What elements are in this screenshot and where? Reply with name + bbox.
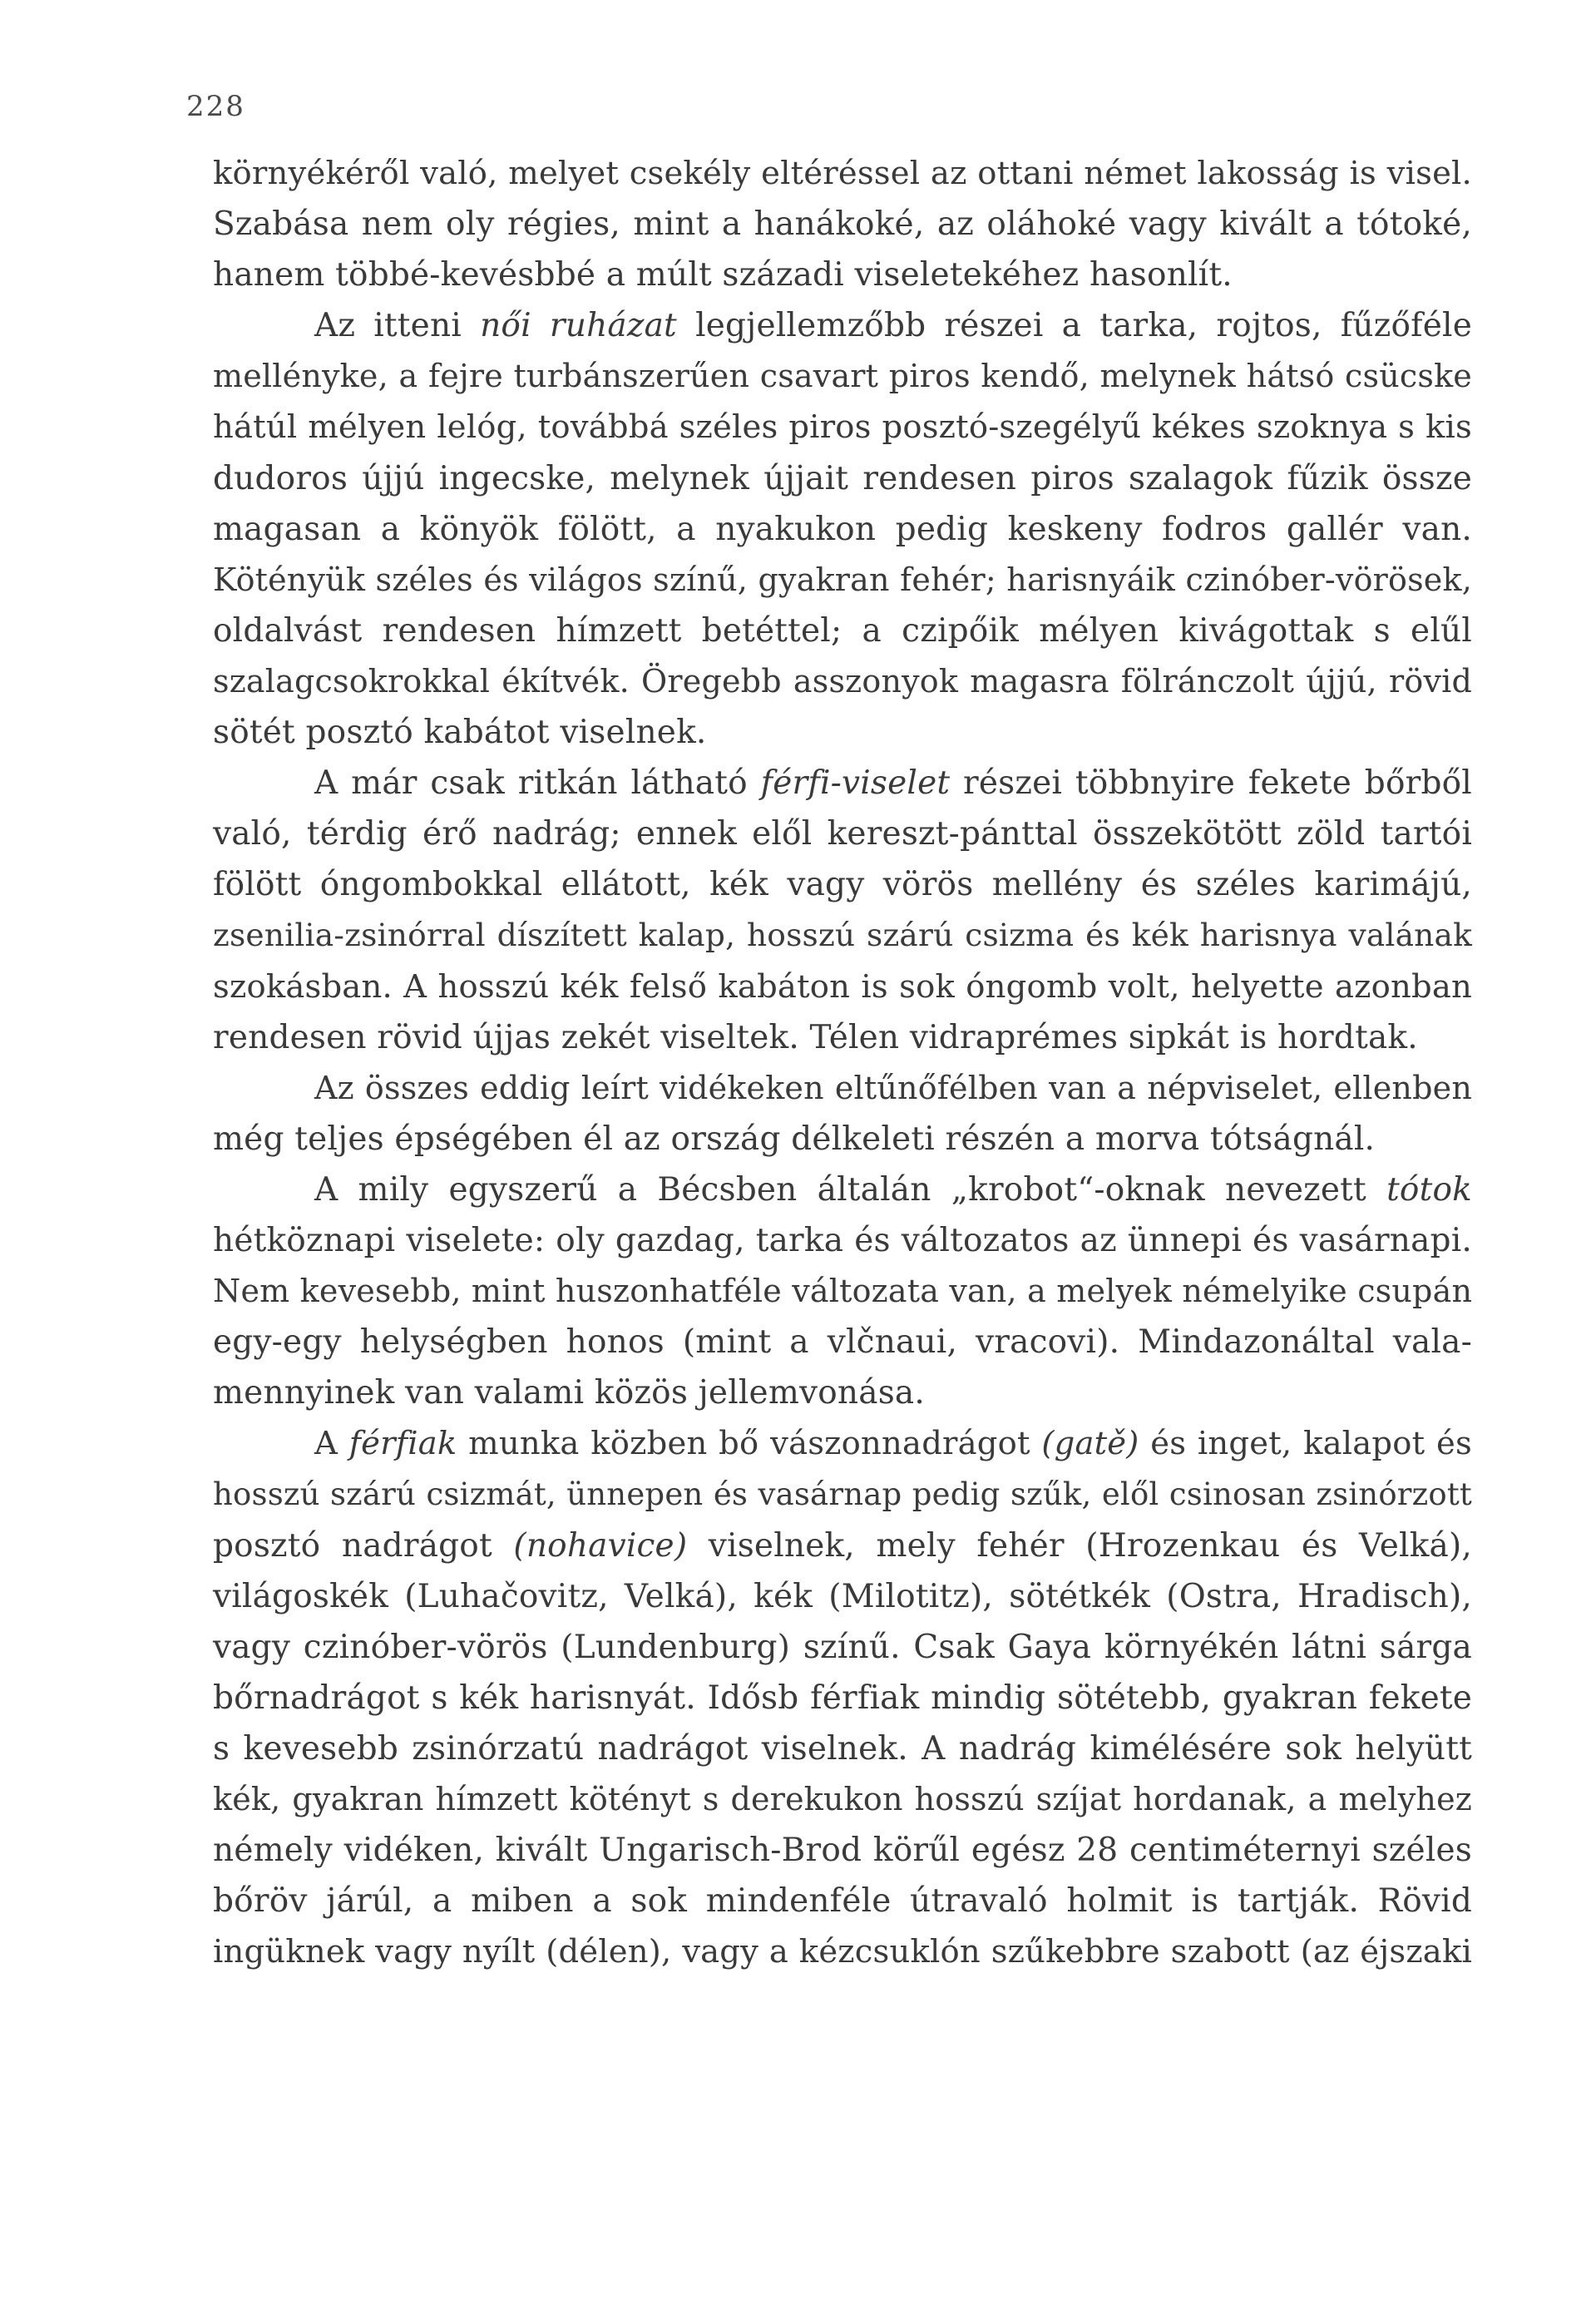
text-line bbox=[213, 504, 1472, 555]
text-line bbox=[213, 707, 1472, 758]
text-line bbox=[213, 859, 1472, 910]
text-line bbox=[213, 758, 1472, 808]
text-line bbox=[213, 1520, 1472, 1571]
text-segment: szokásban. A hosszú kék felső kabáton is sok óngomb volt, helyette azonban bbox=[213, 967, 1472, 1006]
page-number: 228 bbox=[186, 90, 245, 123]
text-segment: hanem többé-kevésbbé a múlt századi viseletekéhez hasonlít. bbox=[213, 256, 1233, 294]
text-line bbox=[213, 1367, 1472, 1418]
text-line bbox=[213, 1622, 1472, 1673]
text-line bbox=[213, 1673, 1472, 1723]
text-line bbox=[213, 1317, 1472, 1367]
text-segment: Az itteni bbox=[314, 307, 481, 345]
text-line bbox=[213, 1926, 1472, 1977]
text-segment: A már csak ritkán látható bbox=[314, 764, 761, 803]
text-line bbox=[213, 1825, 1472, 1876]
text-line bbox=[213, 555, 1472, 606]
text-line bbox=[213, 1571, 1472, 1622]
text-segment: fölött óngombokkal ellátott, kék vagy vörös mellény és széles karimájú, bbox=[213, 866, 1472, 904]
text-segment: Az összes eddig leírt vidékeken eltűnőfélben van a népviselet, ellenben bbox=[314, 1069, 1472, 1106]
text-line bbox=[213, 199, 1472, 250]
text-segment: dudoros újjú ingecske, melynek újjait rendesen piros szalagok fűzik össze bbox=[213, 459, 1472, 497]
text-line bbox=[213, 300, 1472, 351]
text-segment: részei többnyire fekete bőrből bbox=[950, 764, 1472, 803]
text-segment: Kötényük széles és világos színű, gyakran fehér; harisnyáik czinóber-vörösek, bbox=[213, 561, 1472, 598]
text-line bbox=[213, 1876, 1472, 1926]
text-segment: hátúl mélyen lelóg, továbbá széles piros posztó-szegélyű kékes szoknya s kis bbox=[213, 408, 1472, 447]
text-segment: A mily egyszerű a Bécsben általán „krobot“-oknak nevezett bbox=[314, 1170, 1387, 1209]
text-line bbox=[213, 1012, 1472, 1063]
text-line bbox=[213, 1469, 1472, 1520]
emphasized-term: (nohavice) bbox=[513, 1526, 688, 1565]
body-text bbox=[213, 148, 1472, 1977]
text-segment: hosszú szárú csizmát, ünnepen és vasárnap pedig szűk, elől csinosan zsinórzott bbox=[213, 1476, 1472, 1513]
text-segment: mellényke, a fejre turbánszerűen csavart piros kendő, melynek hátsó csücske bbox=[213, 358, 1472, 395]
text-segment: ingüknek vagy nyílt (délen), vagy a kézcsuklón szűkebbre szabott (az éjszaki bbox=[213, 1933, 1472, 1971]
text-line bbox=[213, 1063, 1472, 1114]
text-segment: egy-egy helységben honos (mint a vlčnaui, vracovi). Mindazonáltal vala- bbox=[213, 1323, 1472, 1362]
text-line bbox=[213, 351, 1472, 402]
text-segment: némely vidéken, kivált Ungarisch-Brod körűl egész 28 centiméternyi széles bbox=[213, 1832, 1472, 1870]
text-segment: mennyinek van valami közös jellemvonása. bbox=[213, 1374, 925, 1412]
emphasized-term: (gatě) bbox=[1041, 1425, 1139, 1463]
text-line bbox=[213, 656, 1472, 707]
emphasized-term: férfiak bbox=[348, 1425, 457, 1463]
text-segment: posztó nadrágot bbox=[213, 1526, 514, 1565]
text-segment: bőrnadrágot s kék harisnyát. Idősb férfiak mindig sötétebb, gyakran fekete bbox=[213, 1679, 1472, 1717]
text-segment: Szabása nem oly régies, mint a hanákoké, az oláhoké vagy kivált a tótoké, bbox=[213, 205, 1472, 244]
text-line bbox=[213, 1266, 1472, 1317]
text-segment: szalagcsokrokkal ékítvék. Öregebb asszonyok magasra fölránczolt újjú, rövid bbox=[213, 662, 1472, 700]
text-line bbox=[213, 1774, 1472, 1825]
text-segment: magasan a könyök fölött, a nyakukon pedig keskeny fodros gallér van. bbox=[213, 510, 1472, 548]
text-line bbox=[213, 1164, 1472, 1215]
text-line bbox=[213, 1215, 1472, 1266]
emphasized-term: női ruházat bbox=[480, 307, 677, 345]
text-segment: és inget, kalapot és bbox=[1139, 1425, 1472, 1463]
text-segment: vagy czinóber-vörös (Lundenburg) színű. Csak Gaya környékén látni sárga bbox=[213, 1628, 1472, 1666]
text-segment: A bbox=[314, 1425, 349, 1463]
text-segment: kék, gyakran hímzett kötényt s derekukon hosszú szíjat hordanak, a melyhez bbox=[213, 1781, 1472, 1817]
emphasized-term: tótok bbox=[1386, 1170, 1472, 1209]
text-segment: s kevesebb zsinórzatú nadrágot viselnek. A nadrág kimélésére sok helyütt bbox=[213, 1729, 1472, 1768]
text-line bbox=[213, 453, 1472, 504]
text-line bbox=[213, 1723, 1472, 1774]
emphasized-term: férfi-viselet bbox=[760, 764, 951, 803]
text-segment: oldalvást rendesen hímzett betéttel; a czipőik mélyen kivágottak s elűl bbox=[213, 611, 1472, 650]
text-segment: környékéről való, melyet csekély eltéréssel az ottani német lakosság is visel. bbox=[213, 155, 1472, 192]
text-segment: való, térdig érő nadrág; ennek elől kereszt-pánttal összekötött zöld tartói bbox=[213, 815, 1472, 853]
text-line bbox=[213, 148, 1472, 199]
text-line bbox=[213, 910, 1472, 961]
text-line bbox=[213, 1418, 1472, 1469]
text-segment: viselnek, mely fehér (Hrozenkau és Velká), bbox=[687, 1526, 1473, 1565]
text-line bbox=[213, 606, 1472, 656]
text-segment: sötét posztó kabátot viselnek. bbox=[213, 714, 707, 752]
text-segment: hétköznapi viselete: oly gazdag, tarka és változatos az ünnepi és vasárnapi. bbox=[213, 1221, 1472, 1259]
text-line bbox=[213, 250, 1472, 300]
text-segment: zsenilia-zsinórral díszített kalap, hosszú szárú csizma és kék harisnya valának bbox=[213, 917, 1472, 954]
text-line bbox=[213, 808, 1472, 859]
text-line bbox=[213, 962, 1472, 1012]
text-segment: munka közben bő vászonnadrágot bbox=[457, 1425, 1042, 1463]
text-line bbox=[213, 402, 1472, 452]
text-segment: legjellemzőbb részei a tarka, rojtos, fűzőféle bbox=[676, 307, 1472, 345]
text-segment: világoskék (Luhačovitz, Velká), kék (Milotitz), sötétkék (Ostra, Hradisch), bbox=[213, 1577, 1472, 1615]
text-segment: Nem kevesebb, mint huszonhatféle változata van, a melyek némelyike csupán bbox=[213, 1273, 1473, 1310]
text-segment: rendesen rövid újjas zekét viseltek. Télen vidraprémes sipkát is hordtak. bbox=[213, 1018, 1418, 1056]
text-segment: bőröv járúl, a miben a sok mindenféle útravaló holmit is tartják. Rövid bbox=[213, 1882, 1472, 1921]
text-segment: még teljes épségében él az ország délkeleti részén a morva tótságnál. bbox=[213, 1120, 1376, 1158]
text-line bbox=[213, 1114, 1472, 1164]
